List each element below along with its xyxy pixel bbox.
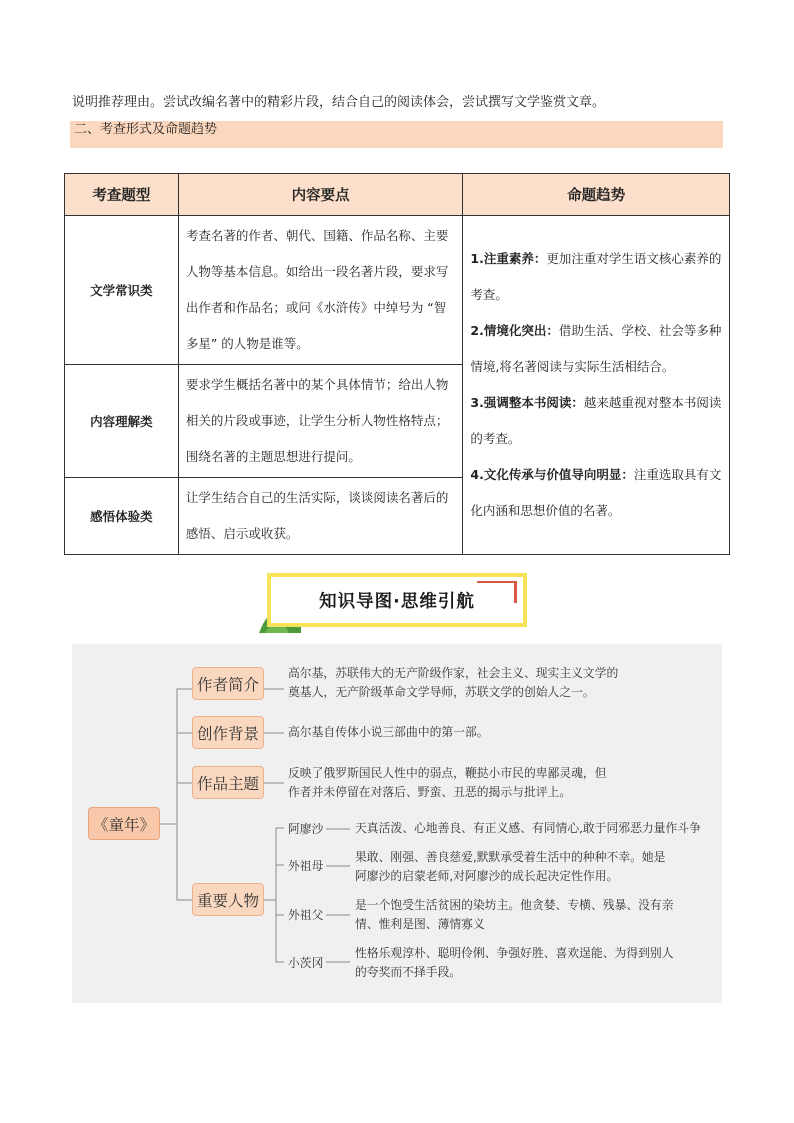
character-name: 小茨冈	[288, 956, 324, 970]
background-text: 高尔基自传体小说三部曲中的第一部。	[288, 725, 489, 739]
character-text: 果敢、刚强、善良慈爱,默默承受着生活中的种种不幸。她是阿廖沙的启蒙老师,对阿廖沙的成长起决定性作用。	[355, 850, 666, 883]
theme-text: 反映了俄罗斯国民人性中的弱点，鞭挞小市民的卑鄙灵魂，但作者并未停留在对落后、野蛮、丑恶的揭示与批评上。	[288, 766, 607, 799]
section-banner	[259, 573, 529, 635]
trend-text: 更加注重对学生语文核心素养的考查。	[470, 251, 722, 302]
banner-frame	[267, 573, 527, 627]
trend-item	[470, 385, 722, 457]
banner-title: 知识导图·思维引航	[319, 591, 475, 612]
table-row	[65, 216, 730, 365]
character-name: 外祖父	[288, 908, 324, 922]
banner-inner	[271, 577, 523, 623]
table-header-row	[65, 174, 730, 216]
background-node: 创作背景	[192, 716, 264, 749]
banner-accent	[514, 581, 517, 603]
table-header: 命题趋势	[463, 174, 730, 216]
content-cell: 让学生结合自己的生活实际，谈谈阅读名著后的感悟、启示或收获。	[178, 478, 463, 555]
trend-title: 4.文化传承与价值导向明显：	[470, 467, 634, 482]
character-text: 是一个饱受生活贫困的染坊主。他贪婪、专横、残暴、没有亲情、惟利是图、薄情寡义	[355, 898, 674, 931]
question-type-cell: 内容理解类	[65, 365, 179, 478]
trend-text: 注重选取具有文化内涵和思想价值的名著。	[470, 467, 722, 518]
trend-item	[470, 313, 722, 385]
character-text: 天真活泼、心地善良、有正义感、有同情心,敢于同邪恶力量作斗争	[355, 821, 701, 835]
character-name: 阿廖沙	[288, 822, 324, 836]
trend-text: 越来越重视对整本书阅读的考查。	[470, 395, 722, 446]
table-header: 内容要点	[178, 174, 463, 216]
author-node: 作者简介	[192, 667, 264, 700]
question-type-cell: 文学常识类	[65, 216, 179, 365]
trend-title: 1.注重素养：	[470, 251, 547, 266]
question-type-cell: 感悟体验类	[65, 478, 179, 555]
trend-item	[470, 241, 722, 313]
characters-node: 重要人物	[192, 883, 264, 916]
trend-title: 3.强调整本书阅读：	[470, 395, 584, 410]
section-heading: 二、考查形式及命题趋势	[70, 121, 723, 148]
table-header: 考查题型	[65, 174, 179, 216]
author-text: 高尔基，苏联伟大的无产阶级作家，社会主义、现实主义文学的奠基人，无产阶级革命文学导师，苏联文学的创始人之一。	[288, 666, 619, 699]
mind-map	[72, 644, 722, 1003]
content-cell: 考查名著的作者、朝代、国籍、作品名称、主要人物等基本信息。如给出一段名著片段，要求写出作者和作品名；或问《水浒传》中绰号为 “智多星” 的人物是谁等。	[178, 216, 463, 365]
content-cell: 要求学生概括名著中的某个具体情节；给出人物相关的片段或事迹，让学生分析人物性格特点；围绕名著的主题思想进行提问。	[178, 365, 463, 478]
theme-node: 作品主题	[192, 766, 264, 799]
trend-text: 借助生活、学校、社会等多种情境,将名著阅读与实际生活相结合。	[470, 323, 722, 374]
intro-paragraph: 说明推荐理由。尝试改编名著中的精彩片段，结合自己的阅读体会，尝试撰写文学鉴赏文章。	[72, 95, 606, 110]
trend-title: 2.情境化突出：	[470, 323, 559, 338]
banner-accent	[477, 581, 517, 583]
trend-cell	[463, 216, 730, 555]
character-text: 性格乐观淳朴、聪明伶俐、争强好胜、喜欢逞能、为得到别人的夸奖而不择手段。	[355, 946, 674, 979]
character-name: 外祖母	[288, 859, 324, 873]
exam-form-table	[64, 173, 730, 555]
root-node: 《童年》	[88, 807, 160, 840]
trend-item	[470, 457, 722, 529]
